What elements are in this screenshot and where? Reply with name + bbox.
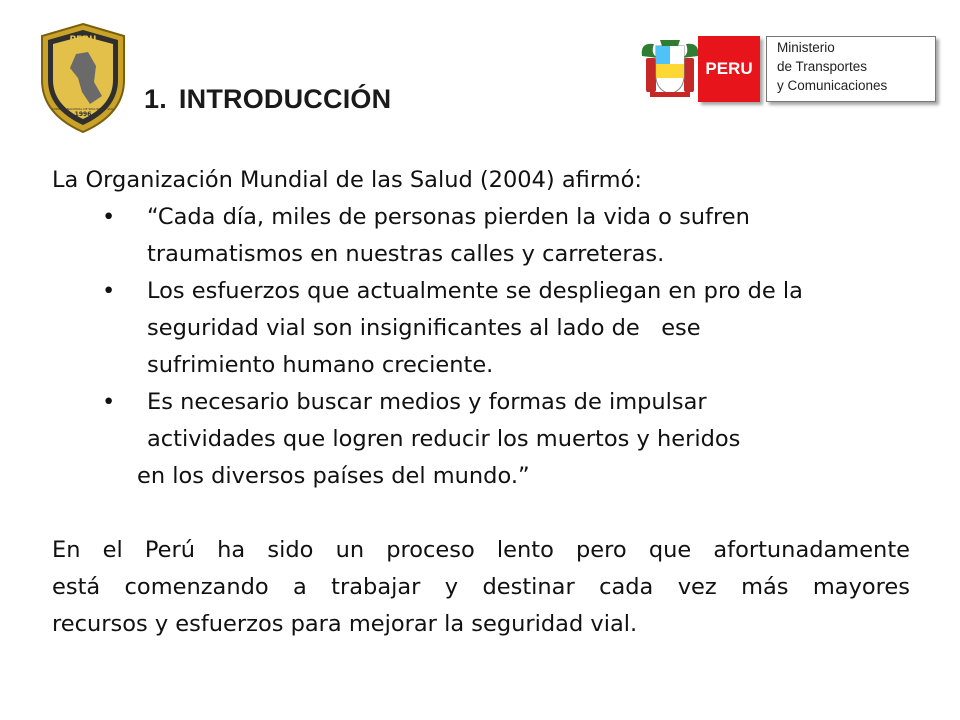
closing-line: recursos y esfuerzos para mejorar la seguridad vial.	[52, 611, 638, 637]
bullet-line: “Cada día, miles de personas pierden la vida o sufren	[147, 204, 750, 230]
ministry-line-2: de Transportes	[777, 59, 868, 74]
bullet-line: Es necesario buscar medios y formas de impulsar	[147, 389, 707, 415]
badge-top-text: PERU	[69, 35, 97, 45]
quote-bullet-list	[52, 199, 910, 495]
closing-line: está comenzando a trabajar y destinar cada vez más mayores	[52, 574, 910, 600]
ministry-label-box	[766, 36, 936, 102]
police-badge-icon	[36, 22, 130, 134]
bullet-marker: •	[102, 278, 116, 304]
coat-of-arms-icon	[636, 36, 704, 100]
bullet-line: actividades que logren reducir los muertos y heridos	[147, 426, 741, 452]
bullet-item	[52, 273, 910, 384]
badge-year-text: 1996	[74, 111, 92, 118]
intro-text: La Organización Mundial de las Salud (2004) afirmó:	[52, 167, 642, 193]
title-number: 1.	[144, 84, 167, 114]
ministry-line-3: y Comunicaciones	[777, 78, 888, 93]
bullet-item	[52, 199, 910, 273]
bullet-marker: •	[102, 389, 116, 415]
peru-label-box: PERU	[698, 36, 760, 102]
bullet-item	[52, 384, 910, 495]
page-title	[144, 84, 391, 115]
bullet-marker: •	[102, 204, 116, 230]
bullet-line: en los diversos países del mundo.”	[137, 463, 530, 489]
bullet-line: traumatismos en nuestras calles y carreteras.	[147, 241, 665, 267]
ministry-line-1: Ministerio	[777, 40, 835, 55]
closing-paragraph	[52, 532, 910, 643]
bullet-line: seguridad vial son insignificantes al lado de ese	[147, 315, 701, 341]
title-text: INTRODUCCIÓN	[178, 84, 392, 114]
badge-ring-text: CONSEJO NACIONAL DE SEGURIDAD VIAL	[52, 107, 114, 111]
bullet-line: Los esfuerzos que actualmente se despliegan en pro de la	[147, 278, 803, 304]
closing-line: En el Perú ha sido un proceso lento pero que afortunadamente	[52, 537, 910, 563]
bullet-line: sufrimiento humano creciente.	[147, 352, 494, 378]
slide-body	[52, 162, 910, 643]
